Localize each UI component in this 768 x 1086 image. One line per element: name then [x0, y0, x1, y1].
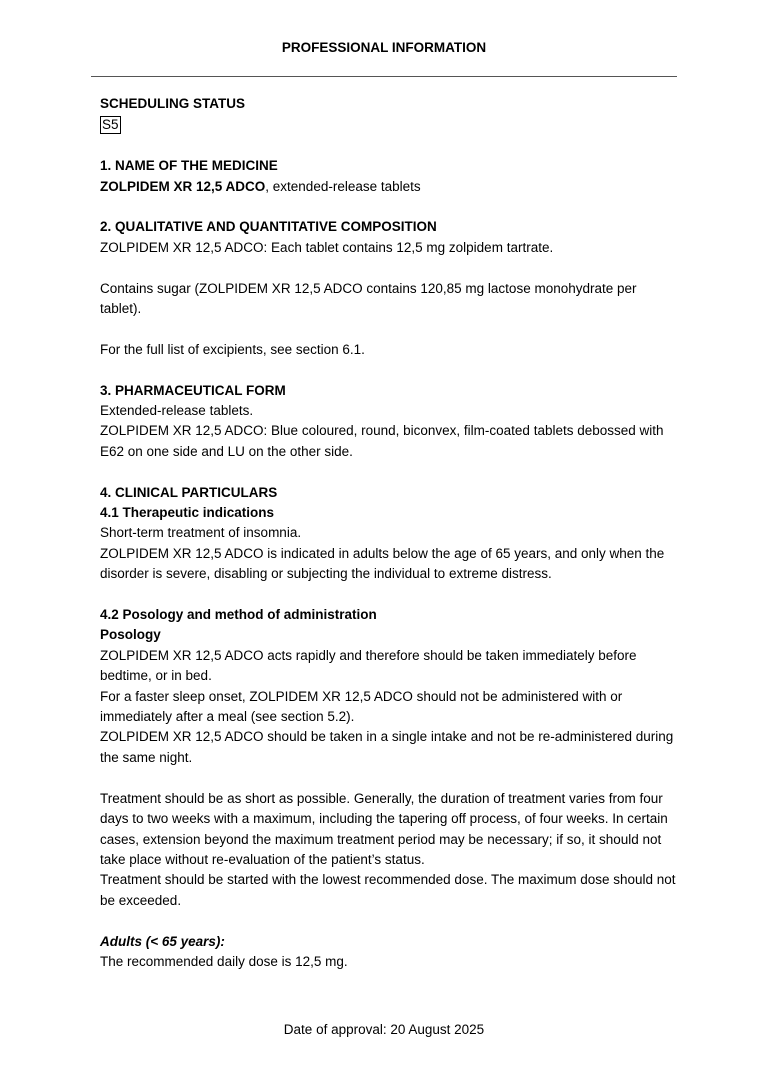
product-name-line: [100, 177, 715, 197]
header-divider: [91, 76, 677, 77]
composition-text: ZOLPIDEM XR 12,5 ADCO: Each tablet contains 12,5 mg zolpidem tartrate.: [100, 239, 554, 255]
section-4-1-heading: 4.1 Therapeutic indications: [100, 505, 275, 521]
form-line-1: Extended-release tablets.: [100, 403, 254, 419]
scheduling-status-badge: S5: [102, 117, 119, 133]
section-4-heading: 4. CLINICAL PARTICULARS: [100, 484, 278, 500]
posology-line: ZOLPIDEM XR 12,5 ADCO acts rapidly and therefore should be taken immediately before: [100, 647, 637, 663]
product-name: ZOLPIDEM XR 12,5 ADCO: [100, 178, 266, 194]
indications-line-2: ZOLPIDEM XR 12,5 ADCO is indicated in adults below the age of 65 years, and only when the: [100, 545, 665, 561]
product-suffix: , extended-release tablets: [265, 178, 421, 194]
approval-date: Date of approval: 20 August 2025: [283, 1022, 485, 1037]
indications-line-3: disorder is severe, disabling or subjecting the individual to extreme distress.: [100, 566, 552, 582]
treatment-line: be exceeded.: [100, 892, 182, 908]
section-4-2-heading: 4.2 Posology and method of administration: [100, 607, 377, 623]
posology-line: For a faster sleep onset, ZOLPIDEM XR 12,5 ADCO should not be administered with or: [100, 688, 623, 704]
sugar-note-line-1: Contains sugar (ZOLPIDEM XR 12,5 ADCO contains 120,85 mg lactose monohydrate per: [100, 280, 637, 296]
posology-line: immediately after a meal (see section 5.2).: [100, 709, 355, 725]
section-2-heading: 2. QUALITATIVE AND QUANTITATIVE COMPOSITION: [100, 219, 437, 235]
form-line-2: ZOLPIDEM XR 12,5 ADCO: Blue coloured, round, biconvex, film-coated tablets debossed with: [100, 423, 664, 439]
scheduling-status-heading: SCHEDULING STATUS: [100, 96, 245, 111]
adults-heading: Adults (< 65 years):: [100, 933, 225, 949]
section-3-heading: 3. PHARMACEUTICAL FORM: [100, 382, 286, 398]
posology-line: ZOLPIDEM XR 12,5 ADCO should be taken in a single intake and not be re-administered during: [100, 729, 674, 745]
treatment-line: Treatment should be as short as possible. Generally, the duration of treatment varies from four: [100, 790, 663, 806]
treatment-line: cases, extension beyond the maximum treatment period may be necessary; if so, it should not: [100, 831, 662, 847]
adults-dose-text: The recommended daily dose is 12,5 mg.: [100, 953, 348, 969]
excipients-note: For the full list of excipients, see section 6.1.: [100, 341, 365, 357]
treatment-line: take place without re-evaluation of the patient’s status.: [100, 851, 425, 867]
page-title: PROFESSIONAL INFORMATION: [281, 40, 487, 55]
form-line-3: E62 on one side and LU on the other side.: [100, 443, 353, 459]
treatment-line: days to two weeks with a maximum, including the tapering off process, of four weeks. In certain: [100, 811, 668, 827]
document-body: [100, 94, 715, 972]
sugar-note-line-2: tablet).: [100, 301, 142, 317]
treatment-line: Treatment should be started with the lowest recommended dose. The maximum dose should not: [100, 872, 676, 888]
indications-line-1: Short-term treatment of insomnia.: [100, 525, 302, 541]
posology-line: bedtime, or in bed.: [100, 668, 212, 684]
posology-heading: Posology: [100, 627, 161, 643]
posology-line: the same night.: [100, 749, 193, 765]
section-1-heading: 1. NAME OF THE MEDICINE: [100, 158, 278, 174]
